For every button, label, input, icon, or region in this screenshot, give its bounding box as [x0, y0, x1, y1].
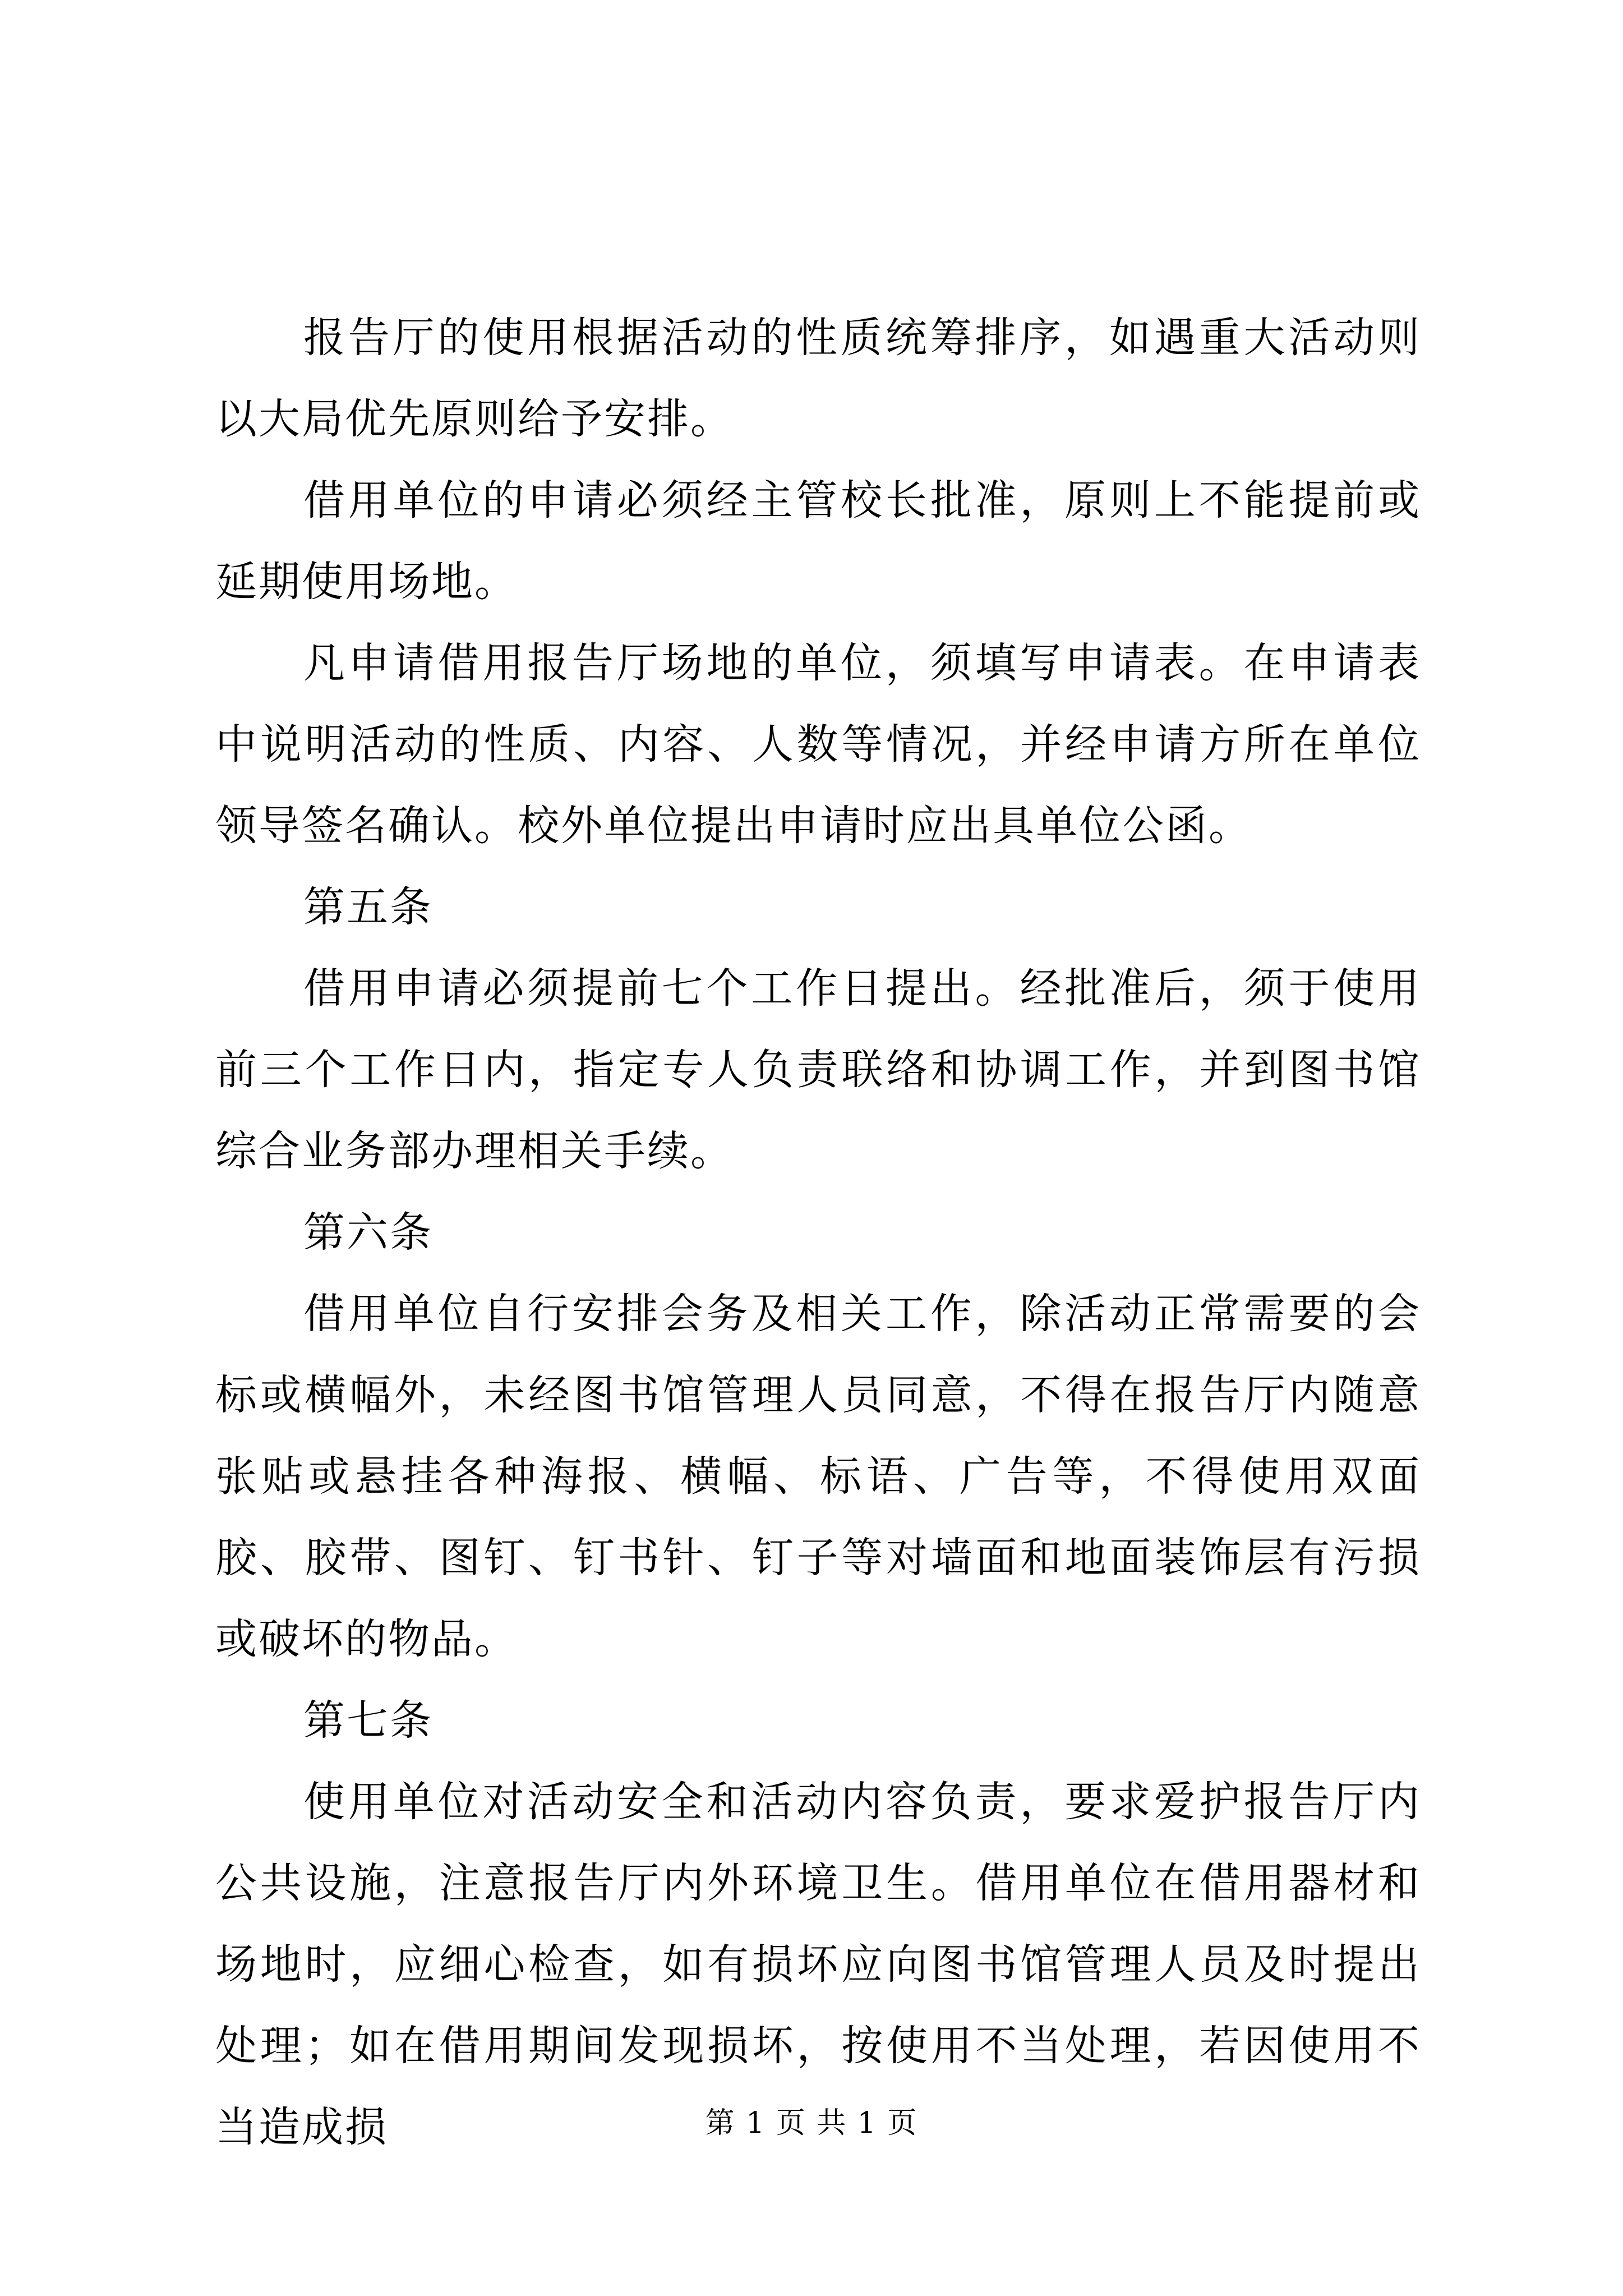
page-number: 第 1 页 共 1 页 [705, 2106, 918, 2140]
article-6-text: 借用单位自行安排会务及相关工作，除活动正常需要的会标或横幅外，未经图书馆管理人员同意，不得在报告厅内随意张贴或悬挂各种海报、横幅、标语、广告等，不得使用双面胶、胶带、图钉、钉书针、钉子等对墙面和地面装饰层有污损或破坏的物品。 [215, 1290, 1421, 1663]
page-footer [0, 2104, 1623, 2143]
document-body [215, 297, 1421, 2168]
paragraph-approval: 借用单位的申请必须经主管校长批准，原则上不能提前或延期使用场地。 [215, 476, 1421, 606]
article-5-heading: 第五条 [303, 883, 433, 931]
article-7-heading: 第七条 [303, 1696, 433, 1745]
paragraph-usage-priority: 报告厅的使用根据活动的性质统筹排序，如遇重大活动则以大局优先原则给予安排。 [215, 314, 1421, 443]
paragraph-application-form: 凡申请借用报告厅场地的单位，须填写申请表。在申请表中说明活动的性质、内容、人数等情况，并经申请方所在单位领导签名确认。校外单位提出申请时应出具单位公函。 [215, 639, 1421, 850]
article-6-heading: 第六条 [303, 1208, 433, 1257]
article-5-text: 借用申请必须提前七个工作日提出。经批准后，须于使用前三个工作日内，指定专人负责联络和协调工作，并到图书馆综合业务部办理相关手续。 [215, 964, 1421, 1175]
article-7-text: 使用单位对活动安全和活动内容负责，要求爱护报告厅内公共设施，注意报告厅内外环境卫生。借用单位在借用器材和场地时，应细心检查，如有损坏应向图书馆管理人员及时提出处理；如在借用期间发现损坏，按使用不当处理，若因使用不当造成损 [215, 1778, 1421, 2151]
